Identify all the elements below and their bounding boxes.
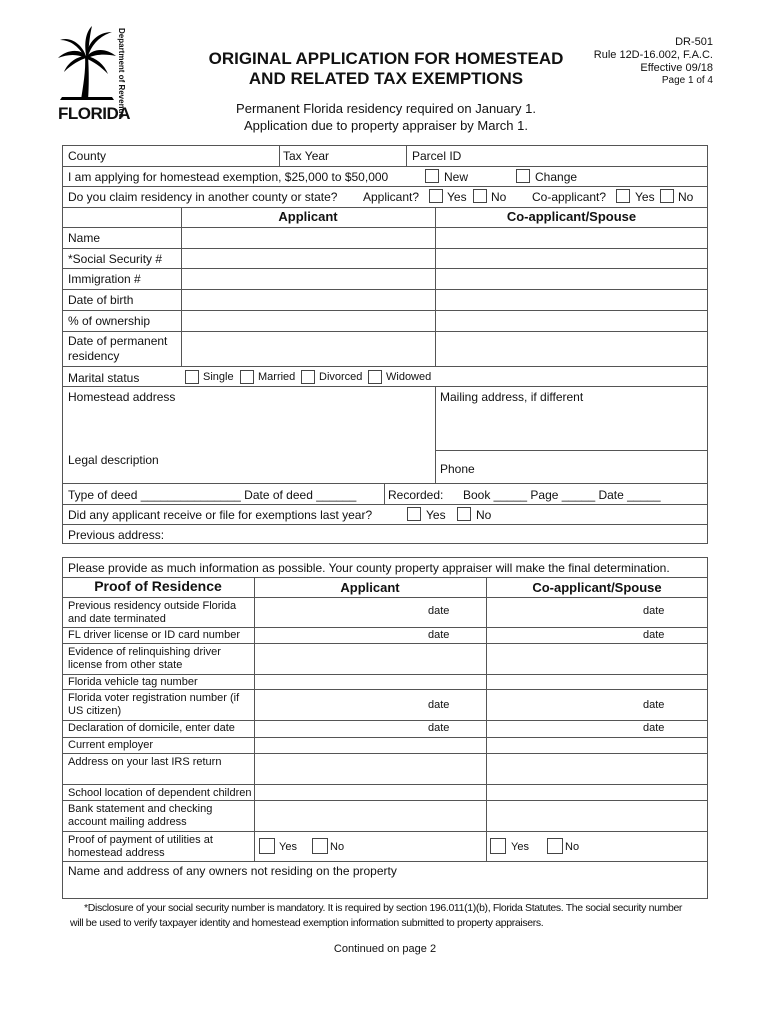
- coapplicant-date-1: date: [643, 605, 665, 617]
- proof-applicant-header: Applicant: [340, 580, 400, 595]
- utilities-coapplicant-no-checkbox[interactable]: [547, 838, 563, 854]
- proof-row-5-l1: Florida voter registration number (if: [68, 692, 240, 704]
- proof-row-3-l2: license from other state: [68, 659, 183, 671]
- form-title-line2: AND RELATED TAX EXEMPTIONS: [248, 69, 524, 88]
- widowed-label: Widowed: [386, 371, 432, 383]
- exemptions-yes-label: Yes: [426, 508, 446, 522]
- coapplicant-ssn-input[interactable]: [436, 249, 707, 267]
- proof-row-11-l1: Proof of payment of utilities at: [68, 834, 213, 846]
- single-label: Single: [203, 371, 234, 383]
- florida-dor-logo: [58, 26, 131, 123]
- utilities-applicant-no-checkbox[interactable]: [312, 838, 328, 854]
- married-checkbox[interactable]: [240, 370, 254, 384]
- proof-row-6-l1: Declaration of domicile, enter date: [68, 722, 235, 734]
- divorced-checkbox[interactable]: [301, 370, 315, 384]
- subtitle-line1: Permanent Florida residency required on January 1.: [236, 101, 536, 116]
- phone-label: Phone: [440, 462, 475, 476]
- coapplicant-date-6: date: [643, 722, 665, 734]
- form-title-line1: ORIGINAL APPLICATION FOR HOMESTEAD: [208, 49, 564, 68]
- applicant-date-5: date: [428, 699, 450, 711]
- applicant-column-header: Applicant: [278, 209, 338, 224]
- utilities-applicant-no-label: No: [330, 841, 345, 853]
- applicant-question: Applicant?: [363, 190, 420, 204]
- new-checkbox[interactable]: [425, 169, 439, 183]
- coapplicant-question: Co-applicant?: [532, 190, 607, 204]
- utilities-applicant-yes-label: Yes: [279, 841, 297, 853]
- mailing-address-label: Mailing address, if different: [440, 390, 584, 404]
- exemptions-question: Did any applicant receive or file for exemptions last year?: [68, 508, 373, 522]
- coapplicant-date-2: date: [643, 629, 665, 641]
- legal-description-label: Legal description: [68, 453, 159, 467]
- coapplicant-name-input[interactable]: [436, 228, 707, 247]
- widowed-checkbox[interactable]: [368, 370, 382, 384]
- tax-year-field[interactable]: Tax Year: [283, 149, 330, 163]
- effective-date: Effective 09/18: [640, 62, 713, 74]
- proof-row-2-l1: FL driver license or ID card number: [68, 629, 240, 641]
- change-checkbox[interactable]: [516, 169, 530, 183]
- continued-on-page: Continued on page 2: [333, 943, 437, 955]
- proof-row-10-l2: account mailing address: [68, 816, 187, 828]
- name-label: Name: [68, 231, 101, 245]
- married-label: Married: [258, 371, 296, 383]
- proof-row-11-l2: homestead address: [68, 847, 165, 859]
- residency-question: Do you claim residency in another county or state?: [68, 190, 338, 204]
- homestead-address-label: Homestead address: [68, 390, 176, 404]
- form-number: DR-501: [675, 36, 713, 48]
- proof-row-9-l1: School location of dependent children: [68, 787, 252, 799]
- applicant-no-checkbox[interactable]: [473, 189, 487, 203]
- owners-not-residing-label: Name and address of any owners not residing on the property: [68, 864, 397, 878]
- coapplicant-yes-checkbox[interactable]: [616, 189, 630, 203]
- ownership-label: % of ownership: [68, 314, 151, 328]
- date-perm-label-1: Date of permanent: [68, 334, 168, 348]
- proof-row-3-l1: Evidence of relinquishing driver: [68, 646, 221, 658]
- palm-tree-icon: [58, 26, 116, 100]
- county-field[interactable]: County: [68, 149, 107, 163]
- applicant-date-1: date: [428, 605, 450, 617]
- applicant-ssn-input[interactable]: [182, 249, 434, 267]
- recorded-label: Recorded:: [388, 488, 444, 502]
- book-page-date-line[interactable]: Book _____ Page _____ Date _____: [463, 488, 661, 502]
- proof-row-4-l1: Florida vehicle tag number: [68, 676, 198, 688]
- coapplicant-no-label: No: [678, 190, 694, 204]
- exemptions-yes-checkbox[interactable]: [407, 507, 421, 521]
- marital-status-label: Marital status: [68, 371, 140, 385]
- type-of-deed-line[interactable]: Type of deed _______________ Date of deed ______: [68, 488, 357, 502]
- ssn-disclosure-line1: *Disclosure of your social security number is mandatory. It is required by section 196.011(1)(b), Florida Statutes. The social security number: [84, 902, 683, 914]
- proof-row-10-l1: Bank statement and checking: [68, 803, 213, 815]
- proof-row-5-l2: US citizen): [68, 705, 122, 717]
- proof-row-8-l1: Address on your last IRS return: [68, 756, 222, 768]
- exemptions-no-checkbox[interactable]: [457, 507, 471, 521]
- applying-text: I am applying for homestead exemption, $25,000 to $50,000: [68, 170, 389, 184]
- subtitle-line2: Application due to property appraiser by March 1.: [244, 118, 528, 133]
- new-label: New: [444, 170, 469, 184]
- proof-row-7-l1: Current employer: [68, 739, 153, 751]
- coapplicant-date-5: date: [643, 699, 665, 711]
- rule-reference: Rule 12D-16.002, F.A.C.: [593, 49, 713, 61]
- single-checkbox[interactable]: [185, 370, 199, 384]
- change-label: Change: [535, 170, 578, 184]
- exemptions-no-label: No: [476, 508, 492, 522]
- ssn-disclosure-line2: will be used to verify taxpayer identity and homestead exemption information submitted to property appraisers.: [70, 917, 544, 929]
- logo-vertical-text: Department of Revenue: [117, 28, 126, 118]
- coapplicant-no-checkbox[interactable]: [660, 189, 674, 203]
- date-perm-label-2: residency: [68, 349, 120, 363]
- applicant-yes-checkbox[interactable]: [429, 189, 443, 203]
- applicant-yes-label: Yes: [447, 190, 467, 204]
- applicant-no-label: No: [491, 190, 507, 204]
- proof-title: Proof of Residence: [94, 578, 222, 594]
- utilities-coapplicant-yes-label: Yes: [511, 841, 529, 853]
- coapplicant-yes-label: Yes: [635, 190, 655, 204]
- proof-row-1-l1: Previous residency outside Florida: [68, 600, 237, 612]
- divorced-label: Divorced: [319, 371, 363, 383]
- page-number: Page 1 of 4: [661, 75, 713, 86]
- logo-text: FLORIDA: [58, 104, 131, 123]
- ssn-label: *Social Security #: [68, 252, 163, 266]
- utilities-coapplicant-yes-checkbox[interactable]: [490, 838, 506, 854]
- section2-intro: Please provide as much information as possible. Your county property appraiser will make the final determination.: [68, 561, 670, 575]
- applicant-date-2: date: [428, 629, 450, 641]
- applicant-date-6: date: [428, 722, 450, 734]
- applicant-name-input[interactable]: [182, 228, 434, 247]
- utilities-coapplicant-no-label: No: [565, 841, 580, 853]
- coapplicant-column-header: Co-applicant/Spouse: [506, 209, 637, 224]
- proof-row-1-l2: and date terminated: [68, 613, 166, 625]
- dob-label: Date of birth: [68, 293, 134, 307]
- previous-address-label: Previous address:: [68, 528, 165, 542]
- immigration-label: Immigration #: [68, 272, 141, 286]
- utilities-applicant-yes-checkbox[interactable]: [259, 838, 275, 854]
- proof-coapplicant-header: Co-applicant/Spouse: [532, 580, 662, 595]
- parcel-id-field[interactable]: Parcel ID: [412, 149, 462, 163]
